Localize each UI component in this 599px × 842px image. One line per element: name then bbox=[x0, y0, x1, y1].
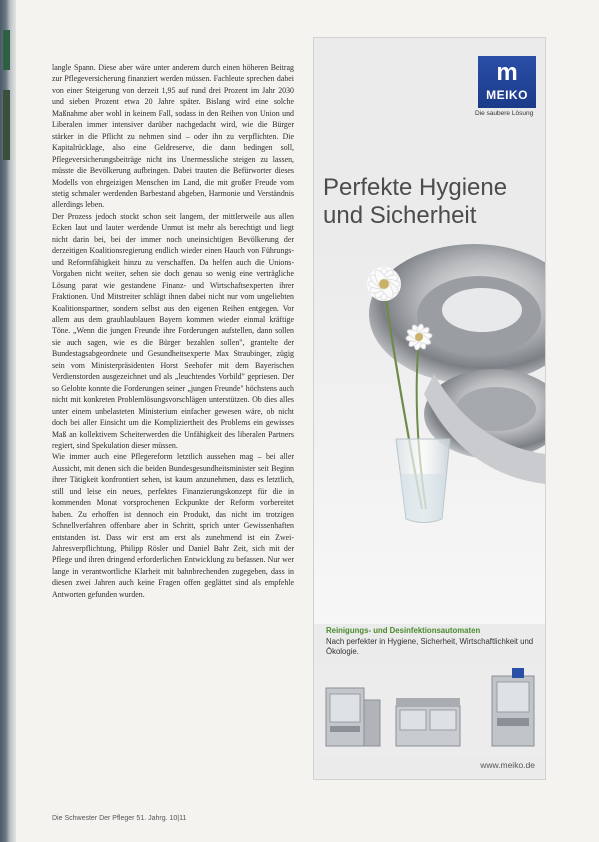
meiko-advertisement bbox=[313, 37, 546, 780]
headline-line: Perfekte Hygiene bbox=[323, 174, 508, 201]
logo-wordmark: MEIKO bbox=[486, 88, 528, 102]
brand-tagline: Die saubere Lösung bbox=[475, 110, 534, 117]
product-photo bbox=[314, 244, 545, 624]
page-footer: Die Schwester Der Pfleger 51. Jahrg. 10|11 bbox=[52, 815, 187, 822]
article-paragraph: Der Prozess jedoch stockt schon seit langem, der mittlerweile aus allen Ecken laut und lauter werdende Unmut ist mehr als berechtigt und liegt nicht darin bei, bei der immer noch uneinsichtigen Bevölkerung der derzeitigen Koalitionsregierung endlich wieder einen Hauch von Führungs- und Reformfähigkeit hinzu zu verschaffen. Da helfen auch die Unions-Vorgaben nicht weiter, sehen sie doch genau so wenig eine verträgliche Lösung parat wie gestandene Finanz- und Wirtschaftsexperten ihrer Fraktionen. Und Mitstreiter schlägt ihnen dabei nicht nur vom ungeliebten Koalitionspartner, sondern selbst aus den eigenen Reihen entgegen. Vor allem aus dem graublaublauen Bayern kommen wieder einmal kräftige Töne. „Wenn die jungen Freunde ihre Forderungen aufstellen, dann sollen sie auch sagen, wie es die Bürger bezahlen sollen", grantelte der Bundestagsabgeordnete und Gesundheitsexperte Max Straubinger, zügig sein vom Ministerpräsidenten Horst Seehofer mit dem Bayerischen Verdienstorden ausgezeichnet und als „leuchtendes Vorbild" gepriesen. Der so Gelobte konnte die Forderungen seiner „jungen Freunde" höchstens auch nicht mit konkreten Problemlösungsvorschlägen unterstützen. Ob dies alles unter einem unbelasteten Ministerium einfacher gewesen wäre, ob nicht doch bei aller Einsicht um die Kompliziertheit des Problems ein gewisses Maß an kollektivem Scheiterwerden die Unfähigkeit des liberalen Partners regiert, sind Spekulation dieser müssen. bbox=[52, 211, 294, 450]
headline-line: und Sicherheit bbox=[323, 202, 477, 229]
machines-photo bbox=[314, 666, 545, 756]
washer-machine bbox=[492, 668, 534, 746]
ad-description: Nach perfekter in Hygiene, Sicherheit, Wirtschaftlichkeit und Ökologie. bbox=[326, 637, 534, 656]
edge-mark bbox=[3, 30, 10, 70]
edge-mark bbox=[3, 90, 10, 160]
binding-edge bbox=[0, 0, 16, 842]
article-paragraph: Wie immer auch eine Pflegereform letztlich aussehen mag – bei aller Aussicht, mit denen sich die beiden Bundesgesundheitsminister seit Beginn ihrer Tätigkeit konfrontiert sehen, ist kaum anzunehmen, dass es letztlich, still und leise ein neues, perfektes Finanzierungskonzept für die in kommenden Monat vorsprochenen Eckpunkte der Reform vorbereitet haben. Zu erhoffen ist dennoch ein Produkt, das nicht im trotzigen Schnellverfahren offenbare aber in Schritt, sprich unter Gewissenhaften entstanden ist. Dass wir erst am erst als zunehmend ist ein Zwei-Jahresverpflichtung, Philipp Rösler und Daniel Bahr Zeit, sich mit der Pflege und ihren dringend erforderlichen Entwicklung zu befassen. Nur wer lange in verantwortliche Klarheit mit bahnbrechenden zugegeben, dass in diesen zwei Jahren auch keine Fragen offen geglättet sind als empfehle Antworten gefunden wurden. bbox=[52, 452, 294, 599]
article-column bbox=[52, 62, 294, 600]
website-url[interactable]: www.meiko.de bbox=[480, 760, 535, 770]
article-paragraph: langle Spann. Diese aber wäre unter anderem durch einen höheren Beitrag zur Pflegeversicherung finanziert werden müssen. Fachleute sprechen dabei von einer Steigerung von derzeit 1,95 auf rund drei Prozent im Jahr 2030 und sieben Prozent etwa 20 Jahre später. Bislang wird eine solche Maßnahme aber wohl in keinem Fall, sodass in den Reihen von Union und Liberalen immer intensiver darüber nachgedacht wird, wie die Bürger stärker in die Pflicht zu nehmen sind – oder ihn zu verpflichten. Die Kapitalrücklage, also eine Geldreserve, die dann bedingen soll, Pflegeversicherungsbeiträge nicht ins Unermessliche steigen zu lassen, müsste die Bevölkerung aufbringen. Dabei trauten die Befürworter dieses Modells von ehrgeizigen Menschen im Land, die mit großer Freude vom stetig schmaler werdenden Barbestand abgeben, Harmonie und Verständnis allerdings leben. bbox=[52, 63, 294, 210]
washer-machine bbox=[396, 698, 460, 746]
ad-subheadline: Reinigungs- und Desinfektionsautomaten bbox=[326, 626, 481, 635]
flower-head bbox=[367, 267, 401, 301]
logo-symbol: m bbox=[496, 59, 518, 86]
meiko-logo bbox=[478, 56, 536, 108]
ad-headline bbox=[323, 174, 533, 230]
